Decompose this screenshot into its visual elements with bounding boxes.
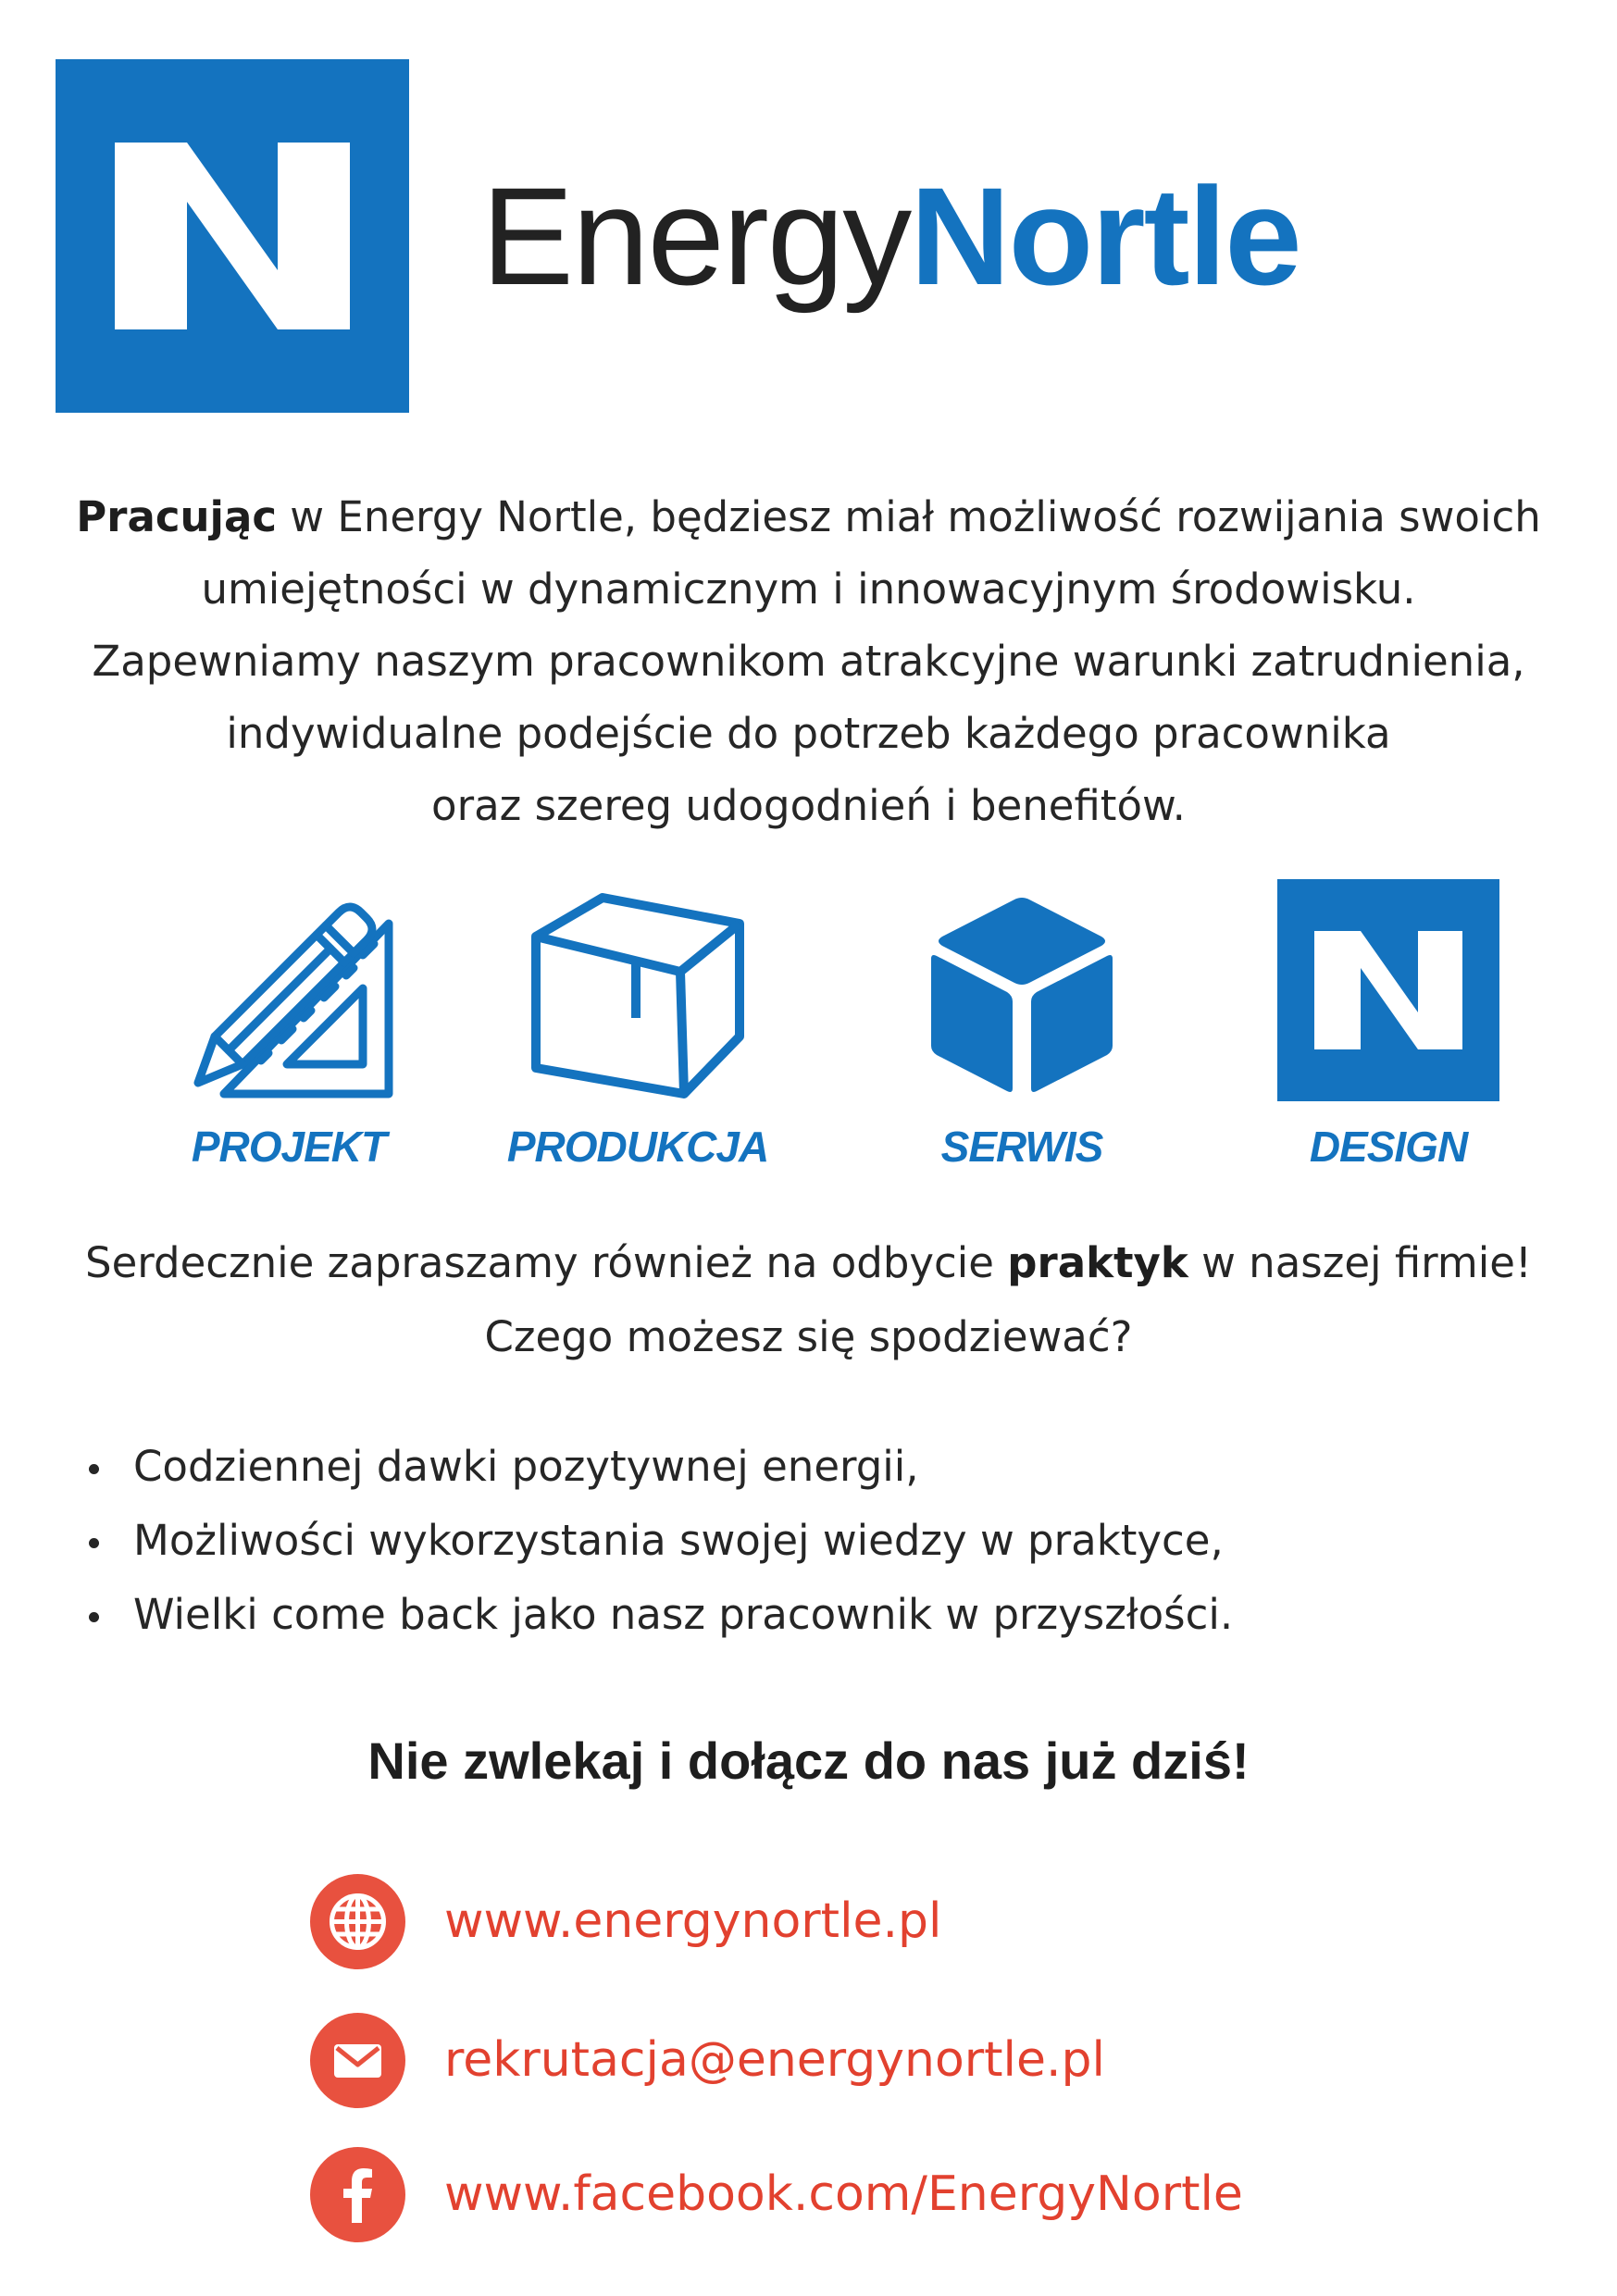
benefits-list [74,1430,1462,1652]
n-logo-icon [56,59,409,413]
services-row [0,879,1617,1185]
service-design [1222,879,1555,1185]
pencil-ruler-icon [178,879,400,1101]
service-serwis [855,879,1188,1185]
website-link[interactable]: www.energynortle.pl [444,1893,942,1949]
service-label-design: DESIGN [1309,1123,1468,1171]
invite-line1-before: Serdecznie zapraszamy również na odbycie [85,1238,1008,1287]
service-label-serwis: SERWIS [940,1123,1103,1171]
invite-bold-word: praktyk [1007,1238,1188,1287]
list-item: Możliwości wykorzystania swojej wiedzy w praktyce, [74,1504,1462,1578]
call-to-action: Nie zwlekaj i dołącz do nas już dziś! [367,1731,1250,1790]
brand-name-part2: Nortle [910,158,1300,314]
service-produkcja [471,879,804,1185]
intro-line1: w Energy Nortle, będziesz miał możliwość rozwijania swoich [277,492,1541,541]
intro-line5: oraz szereg udogodnień i benefitów. [431,781,1186,830]
contact-email[interactable] [310,2013,1328,2115]
envelope-icon [310,2013,405,2108]
service-label-produkcja: PRODUKCJA [506,1123,769,1171]
facebook-icon [310,2147,405,2242]
cube-solid-icon [911,879,1133,1101]
n-logo-icon [1277,879,1499,1101]
internship-invite [56,1226,1561,1374]
logo-mark [56,59,409,413]
box-outline-icon [527,879,749,1101]
invite-line1-after: w naszej firmie! [1188,1238,1532,1287]
brand-name-part1: Energy [481,158,911,314]
intro-line3: Zapewniamy naszym pracownikom atrakcyjne warunki zatrudnienia, [92,637,1525,686]
contact-facebook[interactable] [310,2147,1328,2249]
facebook-link[interactable]: www.facebook.com/EnergyNortle [444,2166,1243,2222]
intro-line2: umiejętności w dynamicznym i innowacyjnym środowisku. [201,565,1416,614]
service-label-projekt: PROJEKT [191,1123,387,1171]
contact-website[interactable] [310,1874,1328,1976]
list-item: Wielki come back jako nasz pracownik w przyszłości. [74,1578,1462,1652]
invite-line2: Czego możesz się spodziewać? [484,1312,1133,1361]
email-link[interactable]: rekrutacja@energynortle.pl [444,2032,1105,2088]
intro-paragraph [74,481,1543,842]
list-item: Codziennej dawki pozytywnej energii, [74,1430,1462,1504]
intro-bold-word: Pracując [76,492,277,541]
brand-name [481,157,1300,315]
intro-line4: indywidualne podejście do potrzeb każdego pracownika [226,709,1391,758]
service-projekt [122,879,455,1185]
globe-icon [310,1874,405,1969]
